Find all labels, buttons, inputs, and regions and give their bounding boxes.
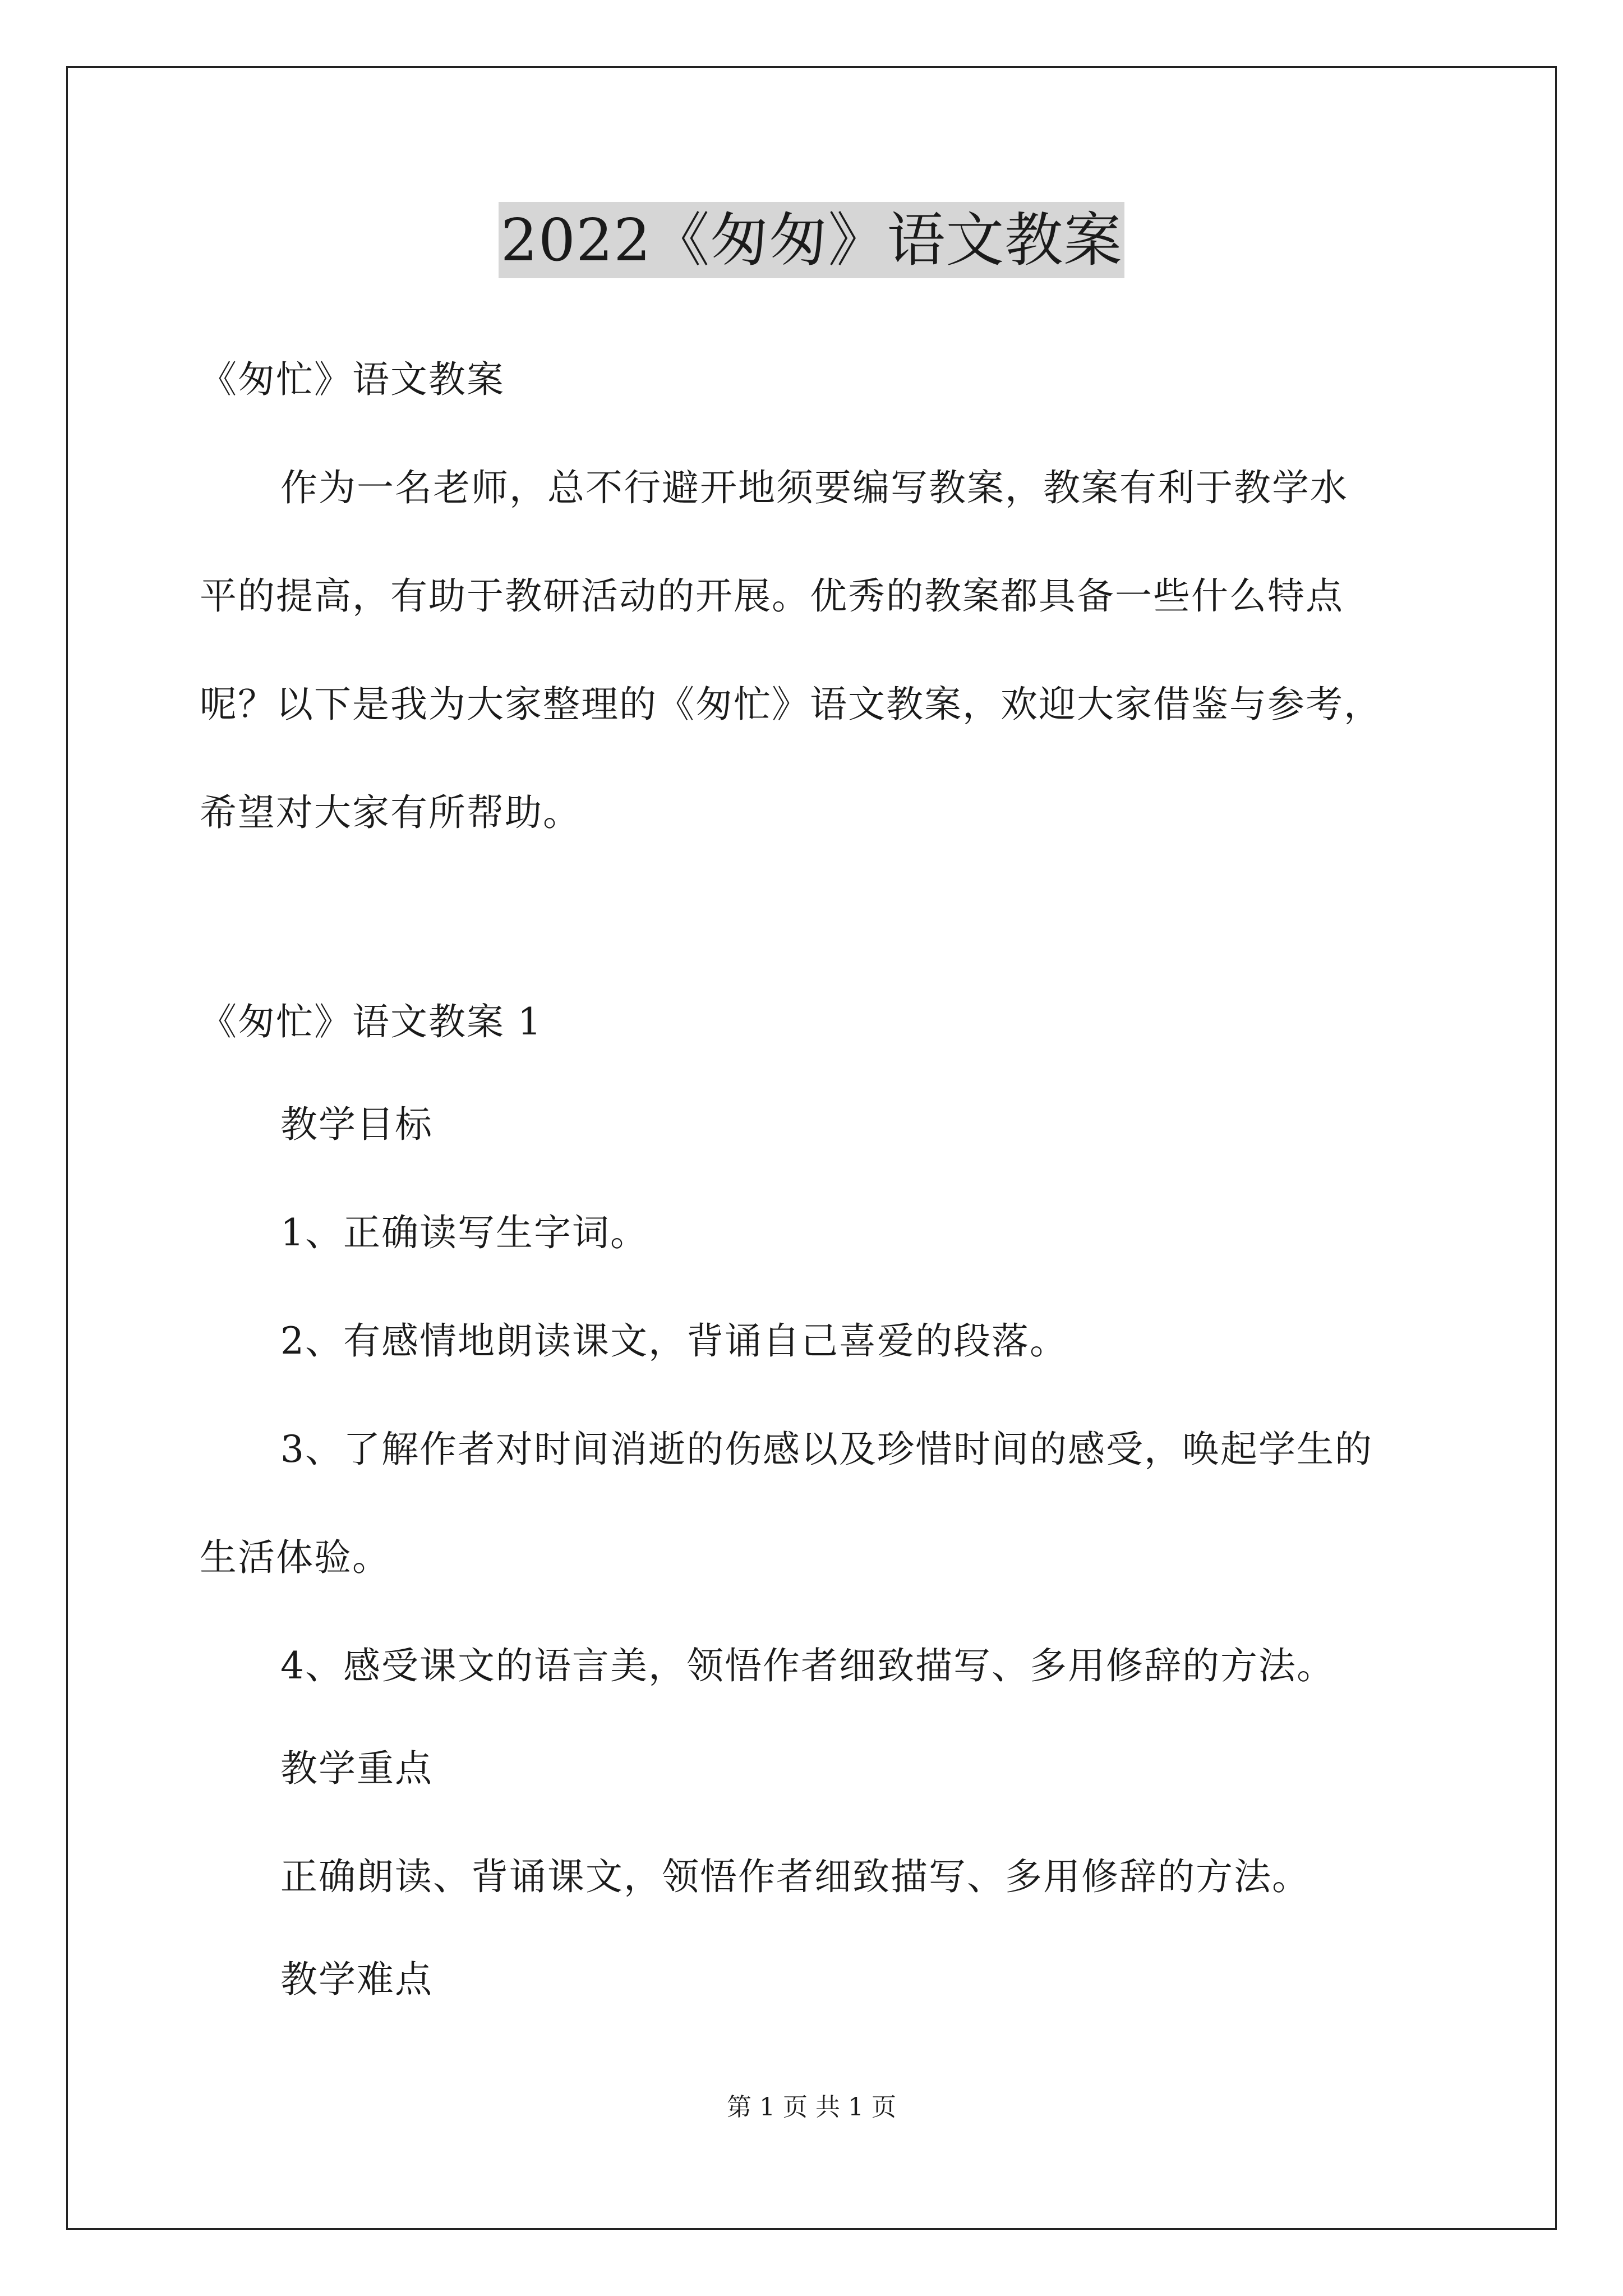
key-points-heading: 教学重点	[280, 1747, 433, 1790]
difficulty-heading: 教学难点	[280, 1958, 433, 2001]
goal-item-3-line-2: 生活体验。	[200, 1536, 390, 1579]
intro-line-2: 平的提高，有助于教研活动的开展。优秀的教案都具备一些什么特点	[200, 574, 1344, 618]
intro-line-1: 作为一名老师，总不行避开地须要编写教案，教案有利于教学水	[280, 466, 1348, 509]
document-title: 2022《匆匆》语文教案	[499, 202, 1125, 278]
intro-line-4: 希望对大家有所帮助。	[200, 791, 581, 834]
goal-item-4: 4、感受课文的语言美，领悟作者细致描写、多用修辞的方法。	[280, 1644, 1335, 1687]
section-heading: 《匆忙》语文教案 1	[200, 1000, 542, 1043]
goal-item-3-line-1: 3、了解作者对时间消逝的伤感以及珍惜时间的感受，唤起学生的	[280, 1428, 1373, 1471]
goal-item-1: 1、正确读写生字词。	[280, 1211, 648, 1254]
intro-line-3: 呢？以下是我为大家整理的《匆忙》语文教案，欢迎大家借鉴与参考，	[200, 683, 1382, 726]
goals-heading: 教学目标	[280, 1103, 433, 1146]
subtitle: 《匆忙》语文教案	[200, 358, 505, 401]
title-container	[0, 202, 1623, 278]
goal-item-2: 2、有感情地朗读课文，背诵自己喜爱的段落。	[280, 1319, 1068, 1363]
key-points-text: 正确朗读、背诵课文，领悟作者细致描写、多用修辞的方法。	[280, 1855, 1310, 1898]
page-footer: 第 1 页 共 1 页	[727, 2093, 896, 2122]
